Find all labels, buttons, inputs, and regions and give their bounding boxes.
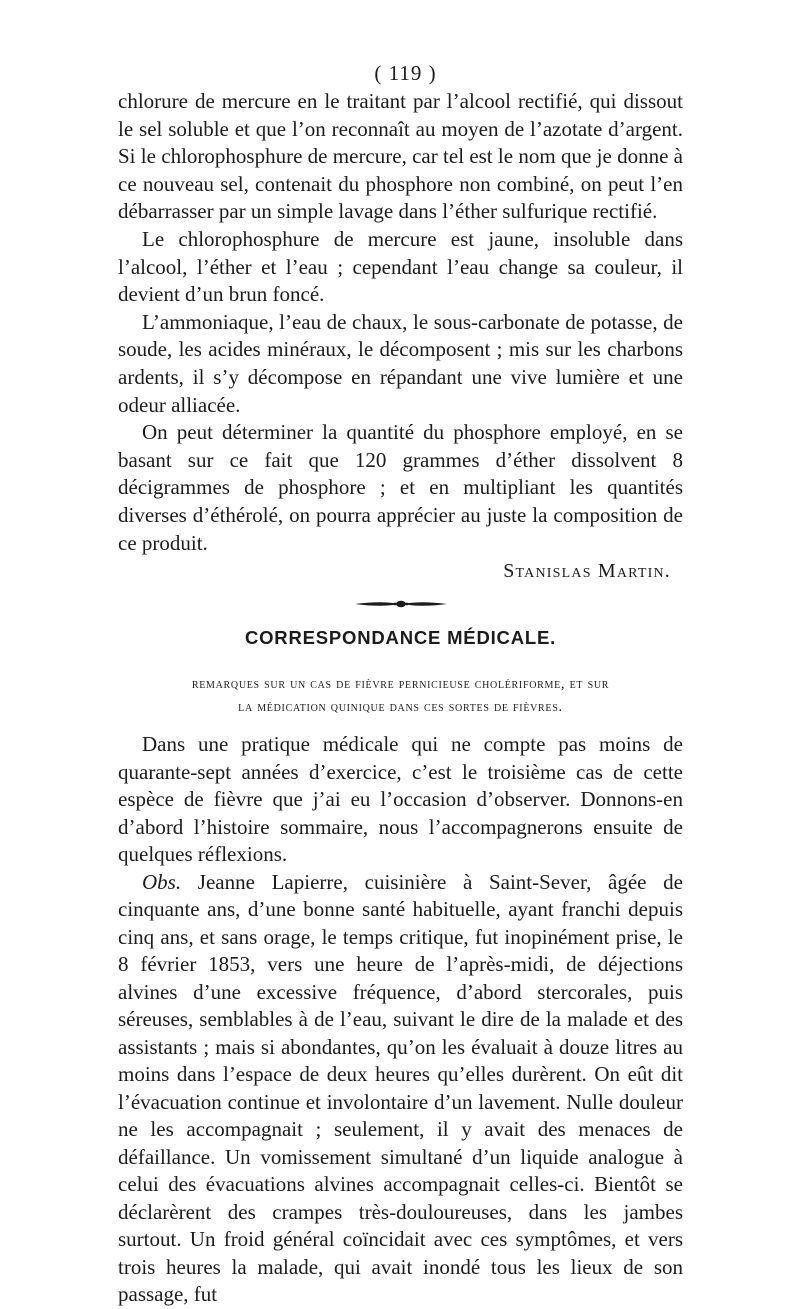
- paragraph: L’ammoniaque, l’eau de chaux, le sous-carbonate de potasse, de soude, les acides minéraux, le décomposent ; mis sur les charbons ardents, il s’y décompose en répandant une vive lumière et une odeur alliacée.: [118, 309, 683, 417]
- observation-paragraph: [118, 869, 683, 1309]
- observation-text: Jeanne Lapierre, cuisinière à Saint-Sever, âgée de cinquante ans, d’une bonne santé habituelle, ayant franchi depuis cinq ans, et sans orage, le temps critique, fut inopinément prise, le 8 février 1853, vers une heure de l’après-midi, de déjections alvines d’une excessive fréquence, d’abord stercorales, puis séreuses, semblables à de l’eau, suivant le dire de la malade et des assistants ; mais si abondantes, qu’on les évaluait à douze litres au moins dans l’espace de deux heures qu’elles durèrent. On eût dit l’évacuation continue et involontaire d’un lavement. Nulle douleur ne les accompagnait ; seulement, il y avait des menaces de défaillance. Un vomissement simultané d’un liquide analogue à celui des évacuations alvines accompagnait celles-ci. Bientôt se déclarèrent des crampes très-douloureuses, dans les jambes surtout. Un froid général coïncidait avec ces symptômes, et vers trois heures la malade, qui avait inondé tous les lieux de son passage, fut: [118, 869, 683, 1307]
- subtitle-line: remarques sur un cas de fièvre pernicieuse cholériforme, et sur: [191, 676, 610, 693]
- book-page: [118, 58, 683, 1309]
- subtitle-line: la médication quinique dans ces sortes de fièvres.: [238, 699, 563, 716]
- paragraph: chlorure de mercure en le traitant par l’alcool rectifié, qui dissout le sel soluble et que l’on reconnaît au moyen de l’azotate d’argent. Si le chlorophosphure de mercure, car tel est le nom que je donne à ce nouveau sel, contenait du phosphore non combiné, on peut l’en débarrasser par un simple lavage dans l’éther sulfurique rectifié.: [118, 89, 683, 224]
- page-number: ( 119 ): [374, 61, 437, 85]
- paragraph: On peut déterminer la quantité du phosphore employé, en se basant sur ce fait que 120 grammes d’éther dissolvent 8 décigrammes de phosphore ; et en multipliant les quantités diverses d’éthérolé, on pourra apprécier au juste la composition de ce produit.: [118, 420, 683, 555]
- article-subtitle: [118, 673, 683, 719]
- author-signature: Stanislas Martin.: [503, 560, 671, 583]
- section-title: CORRESPONDANCE MÉDICALE.: [244, 627, 557, 649]
- article-fievre-pernicieuse: [118, 731, 683, 1309]
- divider-ornament-icon: [353, 598, 449, 610]
- section-divider-ornament: [118, 589, 683, 619]
- observation-label: Obs.: [142, 869, 182, 894]
- paragraph: Le chlorophosphure de mercure est jaune, insoluble dans l’alcool, l’éther et l’eau ; cependant l’eau change sa couleur, il devient d’un brun foncé.: [118, 226, 683, 307]
- paragraph: Dans une pratique médicale qui ne compte pas moins de quarante-sept années d’exercice, c’est le troisième cas de cette espèce de fièvre que j’ai eu l’occasion d’observer. Donnons-en d’abord l’histoire sommaire, nous l’accompagnerons ensuite de quelques réflexions.: [118, 732, 683, 867]
- article-chlorophosphure: [118, 88, 683, 585]
